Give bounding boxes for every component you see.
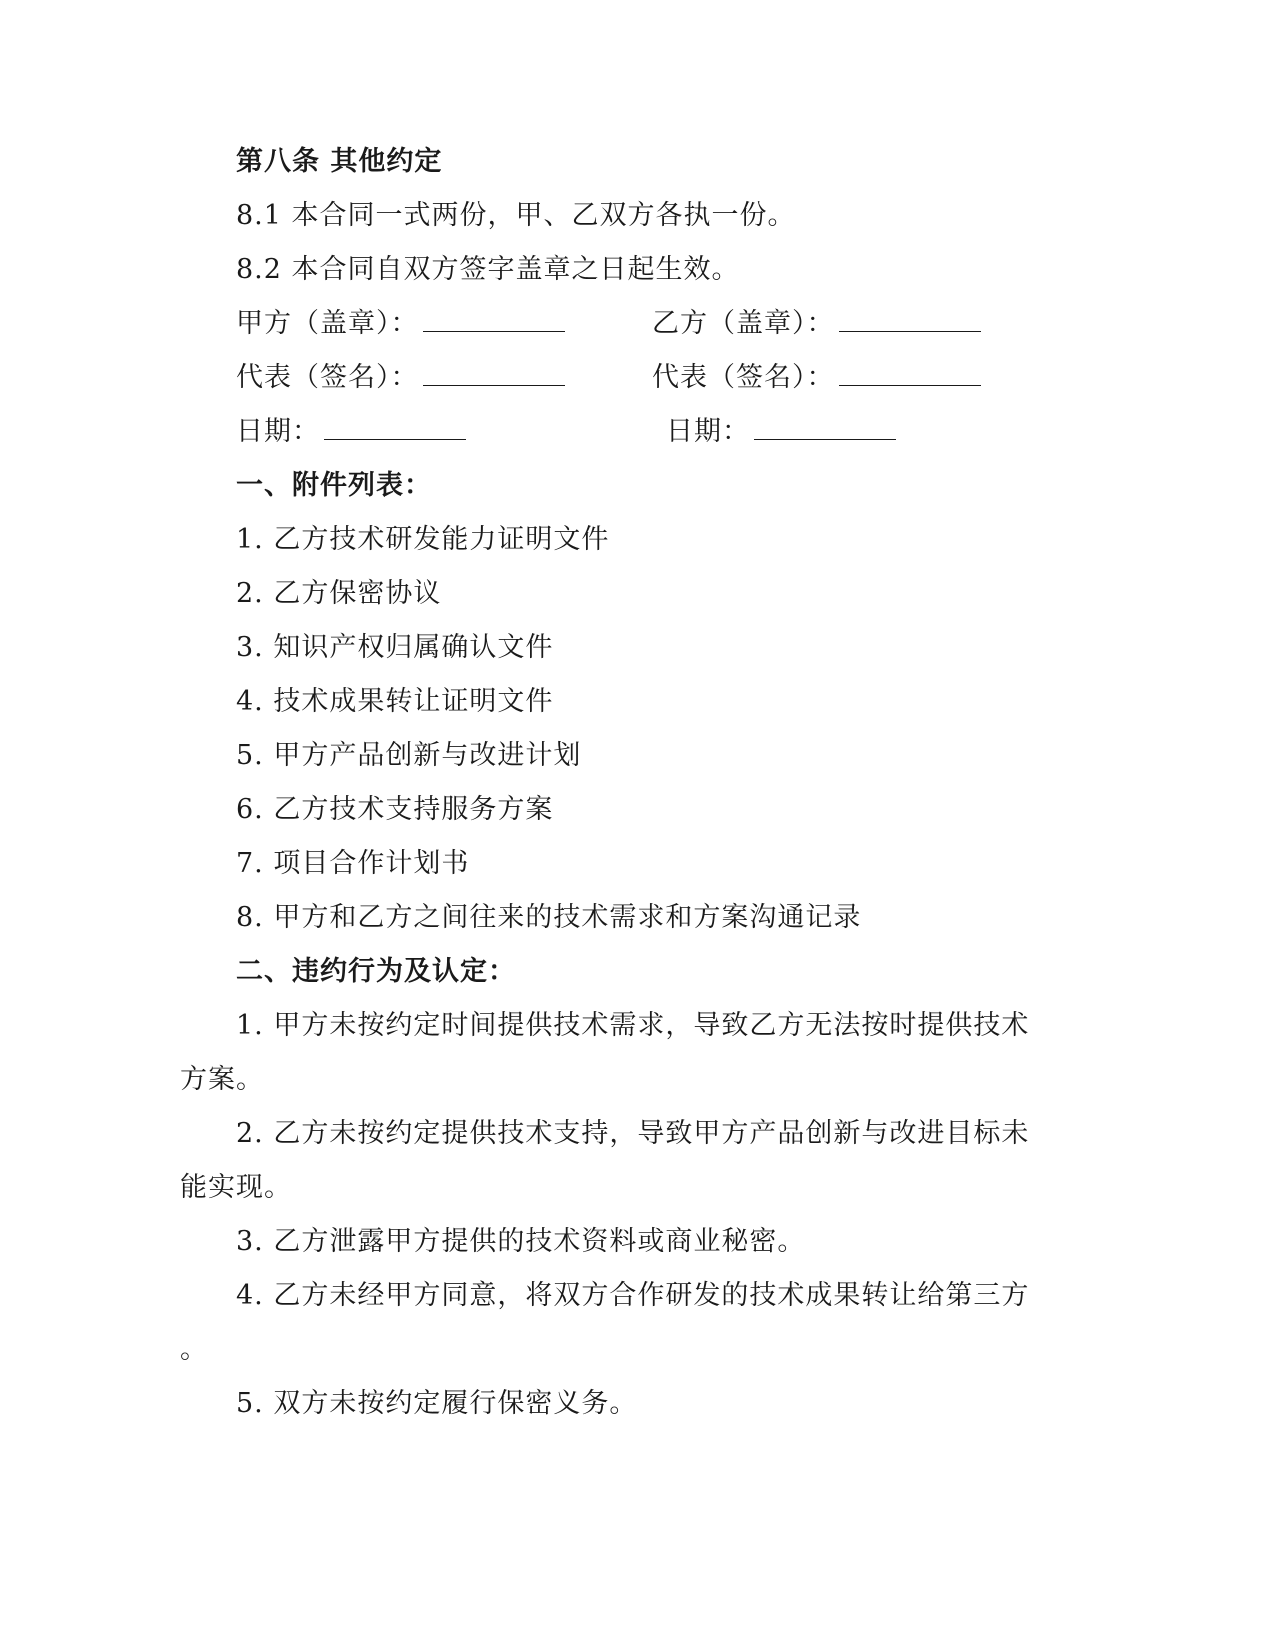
- party-b-rep-blank[interactable]: [839, 363, 981, 386]
- attachment-item: 4. 技术成果转让证明文件: [236, 686, 554, 717]
- party-a-seal-label: 甲方（盖章）：: [236, 308, 419, 339]
- breach-item-1-line-2: 方案。: [180, 1064, 264, 1095]
- breach-heading: 二、违约行为及认定：: [236, 956, 516, 987]
- party-a-rep-label: 代表（签名）：: [236, 362, 419, 393]
- party-b-rep-label: 代表（签名）：: [652, 362, 835, 393]
- breach-item-3: 3. 乙方泄露甲方提供的技术资料或商业秘密。: [236, 1226, 806, 1257]
- party-b-seal-label: 乙方（盖章）：: [652, 308, 835, 339]
- party-b-seal-blank[interactable]: [839, 309, 981, 332]
- party-a-rep-blank[interactable]: [423, 363, 565, 386]
- clause-8-2: 8.2 本合同自双方签字盖章之日起生效。: [236, 254, 740, 285]
- attachment-item: 6. 乙方技术支持服务方案: [236, 794, 554, 825]
- attachment-item: 8. 甲方和乙方之间往来的技术需求和方案沟通记录: [236, 902, 862, 933]
- breach-item-4-line-1: 4. 乙方未经甲方同意，将双方合作研发的技术成果转让给第三方: [236, 1280, 1030, 1311]
- attachment-item: 3. 知识产权归属确认文件: [236, 632, 554, 663]
- party-a-date-label: 日期：: [236, 416, 320, 447]
- party-b-date-label: 日期：: [666, 416, 750, 447]
- breach-item-2-line-2: 能实现。: [180, 1172, 292, 1203]
- party-a-date-blank[interactable]: [324, 417, 466, 440]
- party-b-rep-row: [652, 360, 981, 396]
- party-b-date-row: [666, 414, 896, 450]
- party-a-seal-blank[interactable]: [423, 309, 565, 332]
- attachment-item: 2. 乙方保密协议: [236, 578, 442, 609]
- party-b-date-blank[interactable]: [754, 417, 896, 440]
- breach-item-2-line-1: 2. 乙方未按约定提供技术支持，导致甲方产品创新与改进目标未: [236, 1118, 1030, 1149]
- attachment-item: 7. 项目合作计划书: [236, 848, 470, 879]
- party-a-date-row: [236, 414, 466, 450]
- breach-item-4-line-2: 。: [180, 1334, 208, 1365]
- breach-item-1-line-1: 1. 甲方未按约定时间提供技术需求，导致乙方无法按时提供技术: [236, 1010, 1030, 1041]
- attachment-item: 1. 乙方技术研发能力证明文件: [236, 524, 610, 555]
- breach-item-5: 5. 双方未按约定履行保密义务。: [236, 1388, 638, 1419]
- clause-8-1: 8.1 本合同一式两份，甲、乙双方各执一份。: [236, 200, 796, 231]
- party-a-seal-row: [236, 306, 565, 342]
- party-b-seal-row: [652, 306, 981, 342]
- article-8-heading: 第八条 其他约定: [236, 146, 443, 177]
- attachments-heading: 一、附件列表：: [236, 470, 432, 501]
- attachment-item: 5. 甲方产品创新与改进计划: [236, 740, 582, 771]
- party-a-rep-row: [236, 360, 565, 396]
